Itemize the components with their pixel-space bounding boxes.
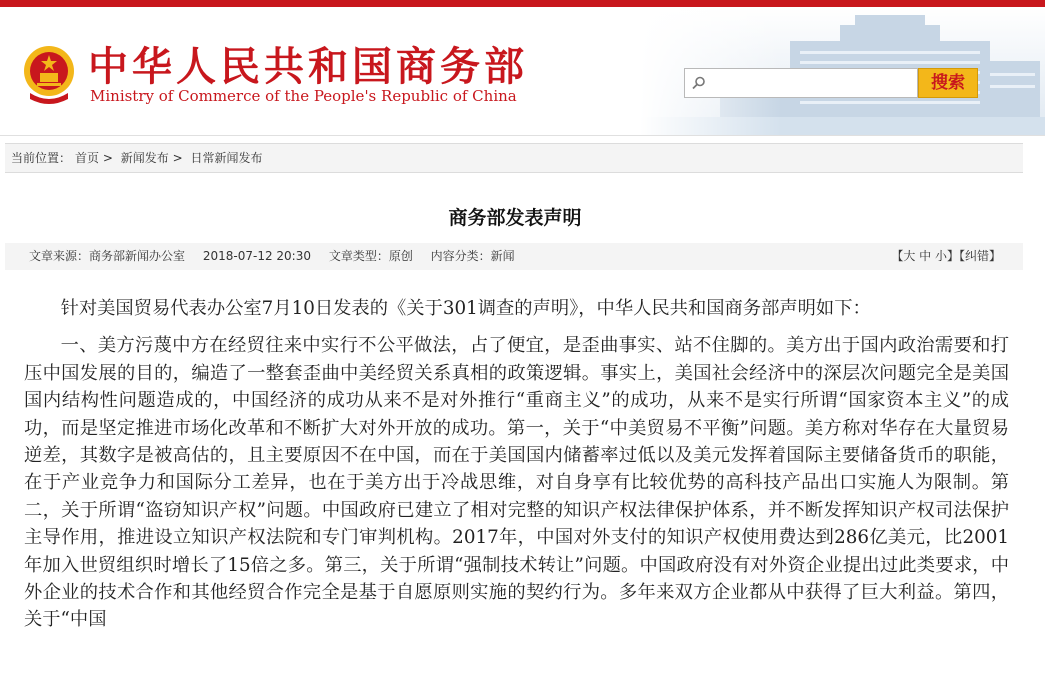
breadcrumb-news-link[interactable]: 新闻发布 <box>120 151 169 165</box>
search-button[interactable]: 搜索 <box>918 68 978 98</box>
site-header <box>0 7 1045 135</box>
search-icon <box>691 75 707 91</box>
article-body <box>24 295 1009 644</box>
article-paragraph: 针对美国贸易代表办公室7月10日发表的《关于301调查的声明》，中华人民共和国商务部声明如下： <box>60 298 871 319</box>
font-size-and-correction-links[interactable]: 【大 中 小】【纠错】 <box>891 249 1001 263</box>
breadcrumb-daily-news-link[interactable]: 日常新闻发布 <box>190 151 263 165</box>
breadcrumb <box>5 143 1023 173</box>
site-title-english: Ministry of Commerce of the People's Republic of China <box>90 87 517 105</box>
national-emblem-logo <box>22 41 76 105</box>
breadcrumb-prefix: 当前位置： <box>11 151 72 165</box>
search-input[interactable] <box>711 72 915 96</box>
article-paragraph: 一、美方污蔑中方在经贸往来中实行不公平做法，占了便宜，是歪曲事实、站不住脚的。美方出于国内政治需要和打压中国发展的目的，编造了一整套歪曲中美经贸关系真相的政策逻辑。事实上，美国社会经济中的深层次问题完全是美国国内结构性问题造成的，中国经济的成功从来不是对外推行“重商主义”的成功，从来不是实行所谓“国家资本主义”的成功，而是坚定推进市场化改革和不断扩大对外开放的成功。第一，关于“中美贸易不平衡”问题。美方称对华存在大量贸易逆差，其数字是被高估的，且主要原因不在中国，而在于美国国内储蓄率过低以及美元发挥着国际主要储备货币的职能，在于产业竞争力和国际分工差异，也在于美方出于冷战思维，对自身享有比较优势的高科技产品出口实施人为限制。第二，关于所谓“盗窃知识产权”问题。中国政府已建立了相对完整的知识产权法律保护体系，并不断发挥知识产权司法保护主导作用，推进设立知识产权法院和专门审判机构。2017年，中国对外支付的知识产权使用费达到286亿美元，比2001年加入世贸组织时增长了15倍之多。第三，关于所谓“强制技术转让”问题。中国政府没有对外资企业提出过此类要求，中外企业的技术合作和其他经贸合作完全是基于自愿原则实施的契约行为。多年来双方企业都从中获得了巨大利益。第四，关于“中国 <box>24 335 1009 631</box>
search-box <box>684 68 918 98</box>
article-title: 商务部发表声明 <box>448 207 582 229</box>
header-divider <box>0 135 1045 136</box>
article-source: 文章来源：商务部新闻办公室 <box>29 249 186 263</box>
article-category: 内容分类：新闻 <box>430 249 515 263</box>
article-meta-bar <box>5 243 1023 270</box>
article-datetime: 2018-07-12 20:30 <box>202 249 311 263</box>
article-type: 文章类型：原创 <box>328 249 413 263</box>
top-red-bar <box>0 0 1045 7</box>
breadcrumb-home-link[interactable]: 首页 <box>75 151 100 165</box>
breadcrumb-separator: > <box>102 151 113 165</box>
breadcrumb-separator: > <box>172 151 183 165</box>
site-title-chinese: 中华人民共和国商务部 <box>88 43 528 90</box>
